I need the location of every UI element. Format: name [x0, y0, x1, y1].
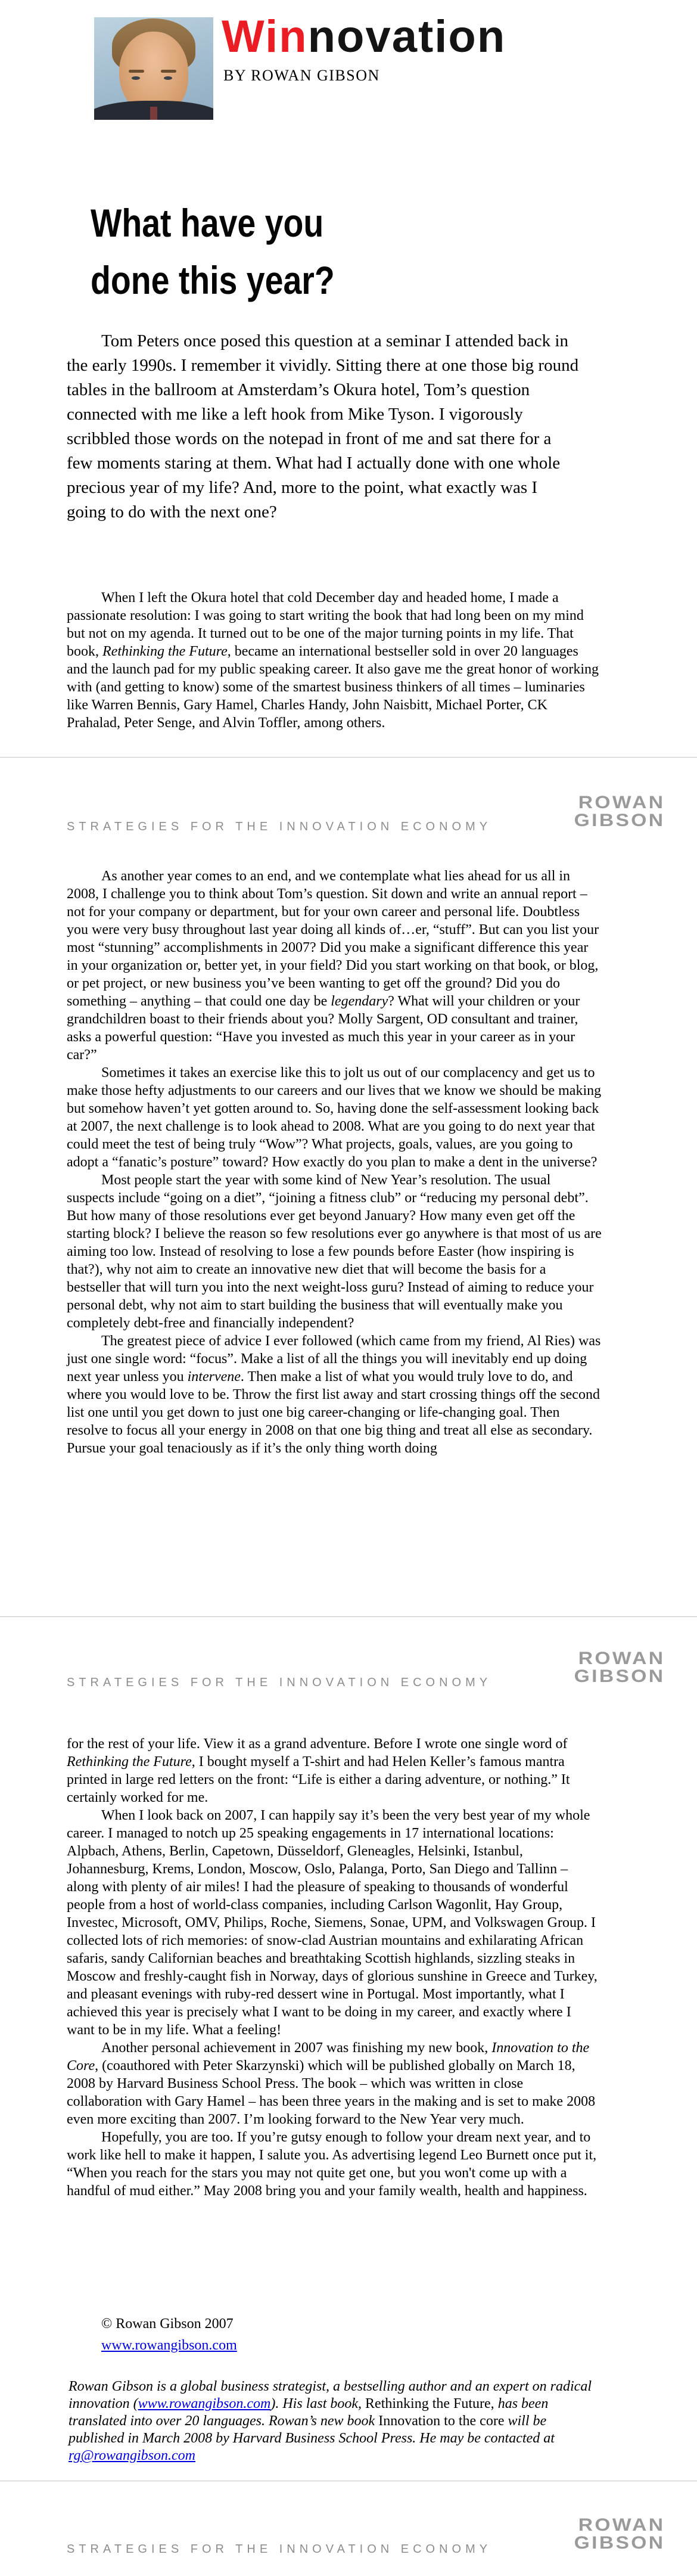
text-run: Rethinking the Future: [67, 1754, 192, 1770]
photo-brow-right: [161, 70, 176, 73]
copyright-notice: © Rowan Gibson 2007: [101, 2316, 234, 2332]
paragraph: [67, 1064, 602, 1171]
logo-line-1: ROWAN: [578, 2515, 665, 2535]
text-run: for the rest of your life. View it as a grand adventure. Before I wrote one single word of: [67, 1736, 568, 1752]
photo-brow-left: [129, 70, 144, 73]
page1-paragraph-block: [67, 589, 602, 732]
page-footer: [0, 794, 697, 842]
rowan-gibson-logo: [574, 794, 665, 830]
article-title: [91, 194, 381, 309]
author-photo: [94, 17, 213, 120]
text-run: has been translated into over 20 languages. Rowan’s new book: [69, 2396, 549, 2429]
text-run: ? What will your children or your grandchildren boast to their friends about you? Molly Sargent, OD consultant and trainer, asks a powerful question: “Have you invested as much this year in your career as in your car?”: [67, 994, 580, 1063]
paragraph: [67, 2039, 602, 2128]
logo-line-2: GIBSON: [574, 2533, 665, 2553]
text-run: Rowan Gibson is a global business strategist, a bestselling author and an expert on radical innovation (: [69, 2379, 592, 2411]
text-run: When I look back on 2007, I can happily say it’s been the very best year of my whole career. I managed to notch up 25 speaking engagements in 17 international locations: Alpbach, Athens, Berlin, Capetown, Düsseldorf, Gleneagles, Helsinki, Istanbul, Johannesburg, Krems, London, Moscow, Oslo, Palanga, Porto, San Diego and Tallinn – along with plenty of air miles! I had the pleasure of speaking to thousands of wonderful people from a host of world-class companies, including Carlson Wagonlit, Hay Group, Investec, Microsoft, OMV, Philips, Roche, Siemens, Sonae, UPM, and Volkswagen Group. I collected lots of rich memories: of snow-clad Austrian mountains and exhilarating African safaris, sandy Californian beaches and breathtaking Scottish highlands, sizzling steaks in Moscow and freshly-caught fish in Norway, days of glorious sunshine in Greece and Turkey, and pleasant evenings with ruby-red dessert wine in Portugal. Most importantly, what I achieved this year is precisely what I want to be doing in my career, and exactly where I want to be in my life. What a feeling!: [67, 1808, 598, 2038]
paragraph: [67, 867, 602, 1064]
text-run: , (coauthored with Peter Skarzynski) which will be published globally on March 18, 2008 by Harvard Business School Press. The book – which was written in close collaboration with Gary Hamel – has been three years in the making and is set to make 2008 even more exciting than 2007. I’m looking forward to the New Year very much.: [67, 2058, 596, 2127]
footer-tagline: STRATEGIES FOR THE INNOVATION ECONOMY: [67, 1676, 492, 1689]
logo-line-2: GIBSON: [574, 1666, 665, 1686]
text-run: . Then make a list of what you would truly love to do, and where you would love to be. Throw the first list away and start crossing things off the second list one until you get down to just one big career-changing or life-changing goal. Then resolve to focus all your energy in 2008 on that one big thing and treat all else as secondary. Pursue your goal tenaciously as if it’s the only thing worth doing: [67, 1369, 600, 1456]
paragraph: [67, 1735, 602, 1807]
paragraph: [67, 2128, 602, 2200]
paragraph: [67, 1807, 602, 2039]
text-run: Another personal achievement in 2007 was finishing my new book,: [101, 2040, 492, 2056]
masthead-novation: novation: [307, 11, 506, 62]
logo-line-1: ROWAN: [578, 793, 665, 812]
text-run: , I bought myself a T-shirt and had Helen Keller’s famous mantra printed in large red letters on the front: “Life is either a daring adventure, or nothing.” It certainly worked for me.: [67, 1754, 570, 1805]
page2-text-block: [67, 867, 602, 1457]
footer-tagline: STRATEGIES FOR THE INNOVATION ECONOMY: [67, 820, 492, 833]
website-link[interactable]: www.rowangibson.com: [101, 2338, 237, 2353]
photo-eye-right: [164, 76, 172, 80]
text-run: Rethinking the Future,: [365, 2396, 494, 2411]
text-run: As another year comes to an end, and we contemplate what lies ahead for us all in 2008, I challenge you to think about Tom’s question. Sit down and write an annual report – not for your company or department, but for your own career and personal life. Doubtless you were very busy throughout last year doing all kinds of…er, “stuff”. But can you list your most “stunning” accomplishments in 2007? Did you make a significant difference this year in your organization or, better yet, in your field? Did you start working on that book, or blog, or pet project, or new business you’ve been wanting to get off the ground? Did you do something – anything – that could one day be: [67, 868, 599, 1009]
lead-paragraph: Tom Peters once posed this question at a seminar I attended back in the early 1990s. I remember it vividly. Sitting there at one those big round tables in the ballroom at Amsterdam’s Okura hotel, Tom’s question connected with me like a left hook from Mike Tyson. I vigorously scribbled those words on the notepad in front of me and sat there for a few moments staring at them. What had I actually done with one whole precious year of my life? And, more to the point, what exactly was I going to do with the next one?: [67, 331, 579, 522]
hyperlink[interactable]: www.rowangibson.com: [138, 2396, 271, 2411]
page-footer: [0, 2516, 697, 2564]
text-run: will be published in March 2008 by Harvard Business School Press. He may be contacted at: [69, 2413, 555, 2446]
hyperlink[interactable]: rg@rowangibson.com: [69, 2448, 195, 2463]
page-divider-line: [0, 757, 697, 758]
text-run: Innovation to the Core: [67, 2040, 590, 2074]
masthead-win: Win: [222, 11, 308, 62]
title-line-1: What have you: [91, 201, 324, 245]
text-run: Sometimes it takes an exercise like this to jolt us out of our complacency and get us to make those hefty adjustments to our careers and our lives that we know we should be making but somehow haven’t yet gotten around to. So, having done the self-assessment looking back at 2007, the next challenge is to look ahead to 2008. What are you going to do next year that could meet the test of being truly “Wow”? What projects, goals, values, are you going to adopt a “fanatic’s posture” toward? How exactly do you plan to make a dent in the universe?: [67, 1065, 602, 1170]
text-run: Most people start the year with some kind of New Year’s resolution. The usual suspects include “going on a diet”, “joining a fitness club” or “reducing my personal debt”. But how many of those resolutions ever get beyond January? How many even get off the starting block? I believe the reason so few resolutions ever go anywhere is that most of us are aiming too low. Instead of resolving to lose a few pounds before Easter (how inspiring is that?), why not aim to create an innovative new diet that will become the basis for a bestseller that will turn you into the next weight-loss guru? Instead of aiming to reduce your personal debt, why not aim to start building the business that will eventually make you completely debt-free and financially independent?: [67, 1172, 602, 1331]
author-bio-block: [69, 2378, 605, 2465]
footer-tagline: STRATEGIES FOR THE INNOVATION ECONOMY: [67, 2543, 492, 2556]
masthead-logo: [222, 11, 506, 62]
text-run: Hopefully, you are too. If you’re gutsy enough to follow your dream next year, and to work like hell to make it happen, I salute you. As advertising legend Leo Burnett once put it, “When you reach for the stars you may not quite get one, but you won't come up with a handful of mud either.” May 2008 bring you and your family wealth, health and happiness.: [67, 2130, 597, 2199]
paragraph: [67, 1171, 602, 1332]
logo-line-1: ROWAN: [578, 1649, 665, 1668]
text-run: When I left the Okura hotel that cold December day and headed home, I made a passionate resolution: I was going to start writing the book that had long been on my mind but not on my agenda. It turned out to be one of the major turning points in my life. That book,: [67, 590, 584, 659]
text-run: legendary: [331, 994, 388, 1009]
paragraph: [67, 589, 602, 732]
photo-tie-shape: [150, 107, 157, 120]
text-run: Innovation to the core: [378, 2413, 505, 2429]
author-bio: [69, 2378, 605, 2465]
text-run: The greatest piece of advice I ever followed (which came from my friend, Al Ries) was just one single word: “focus”. Make a list of all the things you will inevitably end up doing next year unless you: [67, 1333, 601, 1385]
text-run: , became an international bestseller sold in over 20 languages and the launch pad for my public speaking career. It also gave me the great honor of working with (and getting to know) some of the smartest business thinkers of all times – luminaries like Warren Bennis, Gary Hamel, Charles Handy, John Naisbitt, Michael Porter, CK Prahalad, Peter Senge, and Alvin Toffler, among others.: [67, 644, 599, 731]
text-run: Rethinking the Future: [102, 644, 228, 659]
title-line-2: done this year?: [91, 258, 335, 302]
rowan-gibson-logo: [574, 2516, 665, 2552]
paragraph: [67, 1332, 602, 1457]
rowan-gibson-logo: [574, 1650, 665, 1686]
photo-eye-left: [132, 76, 140, 80]
text-run: intervene: [187, 1369, 241, 1385]
page3-text-block: [67, 1735, 602, 2200]
page-footer: [0, 1650, 697, 1697]
lead-paragraph-block: [67, 329, 579, 524]
page-divider-line: [0, 1616, 697, 1617]
logo-line-2: GIBSON: [574, 811, 665, 830]
byline: BY ROWAN GIBSON: [223, 67, 380, 84]
text-run: ). His last book,: [270, 2396, 366, 2411]
